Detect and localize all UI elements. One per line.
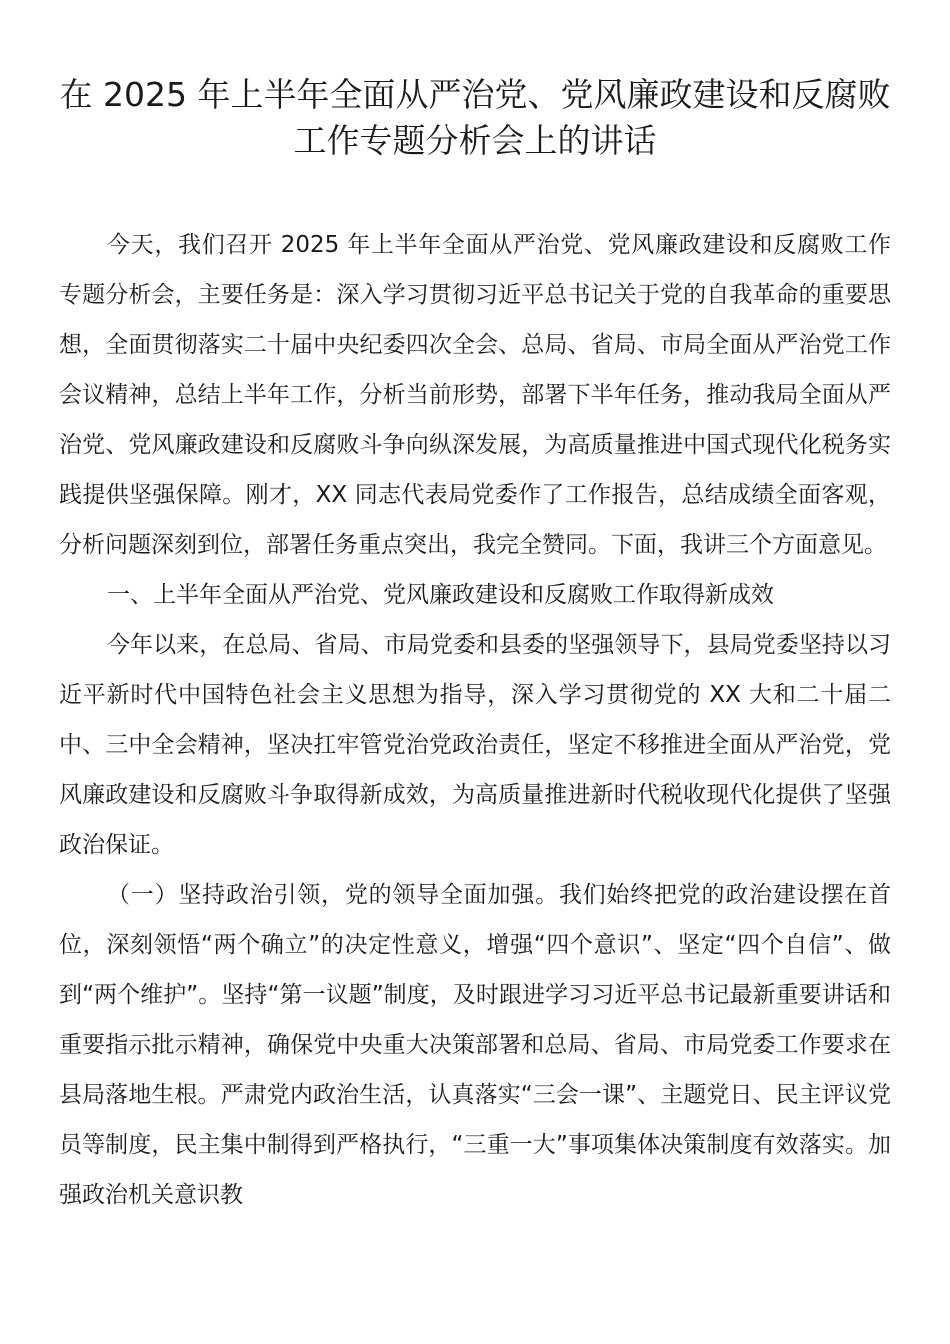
paragraph-subsection-1: （一）坚持政治引领，党的领导全面加强。我们始终把党的政治建设摆在首位，深刻领悟“两个确立”的决定性意义，增强“四个意识”、坚定“四个自信”、做到“两个维护”。坚持“第一议题”制度，及时跟进学习习近平总书记最新重要讲话和重要指示批示精神，确保党中央重大决策部署和总局、省局、市局党委工作要求在县局落地生根。严肃党内政治生活，认真落实“三会一课”、主题党日、民主评议党员等制度，民主集中制得到严格执行，“三重一大”事项集体决策制度有效落实。加强政治机关意识教 (59, 882, 891, 1208)
document-title: 在 2025 年上半年全面从严治党、党风廉政建设和反腐败工作专题分析会上的讲话 (59, 75, 891, 160)
section-heading-1: 一、上半年全面从严治党、党风廉政建设和反腐败工作取得新成效 (107, 582, 774, 608)
document-body (59, 220, 891, 1220)
paragraph-section-1-intro: 今年以来，在总局、省局、市局党委和县委的坚强领导下，县局党委坚持以习近平新时代中国特色社会主义思想为指导，深入学习贯彻党的 XX 大和二十届二中、三中全会精神，坚决扛牢管党治党政治责任，坚定不移推进全面从严治党，党风廉政建设和反腐败斗争取得新成效，为高质量推进新时代税收现代化提供了坚强政治保证。 (59, 632, 891, 858)
paragraph-intro: 今天，我们召开 2025 年上半年全面从严治党、党风廉政建设和反腐败工作专题分析会，主要任务是：深入学习贯彻习近平总书记关于党的自我革命的重要思想，全面贯彻落实二十届中央纪委四次全会、总局、省局、市局全面从严治党工作会议精神，总结上半年工作，分析当前形势，部署下半年任务，推动我局全面从严治党、党风廉政建设和反腐败斗争向纵深发展，为高质量推进中国式现代化税务实践提供坚强保障。刚才，XX 同志代表局党委作了工作报告，总结成绩全面客观，分析问题深刻到位，部署任务重点突出，我完全赞同。下面，我讲三个方面意见。 (59, 232, 891, 558)
